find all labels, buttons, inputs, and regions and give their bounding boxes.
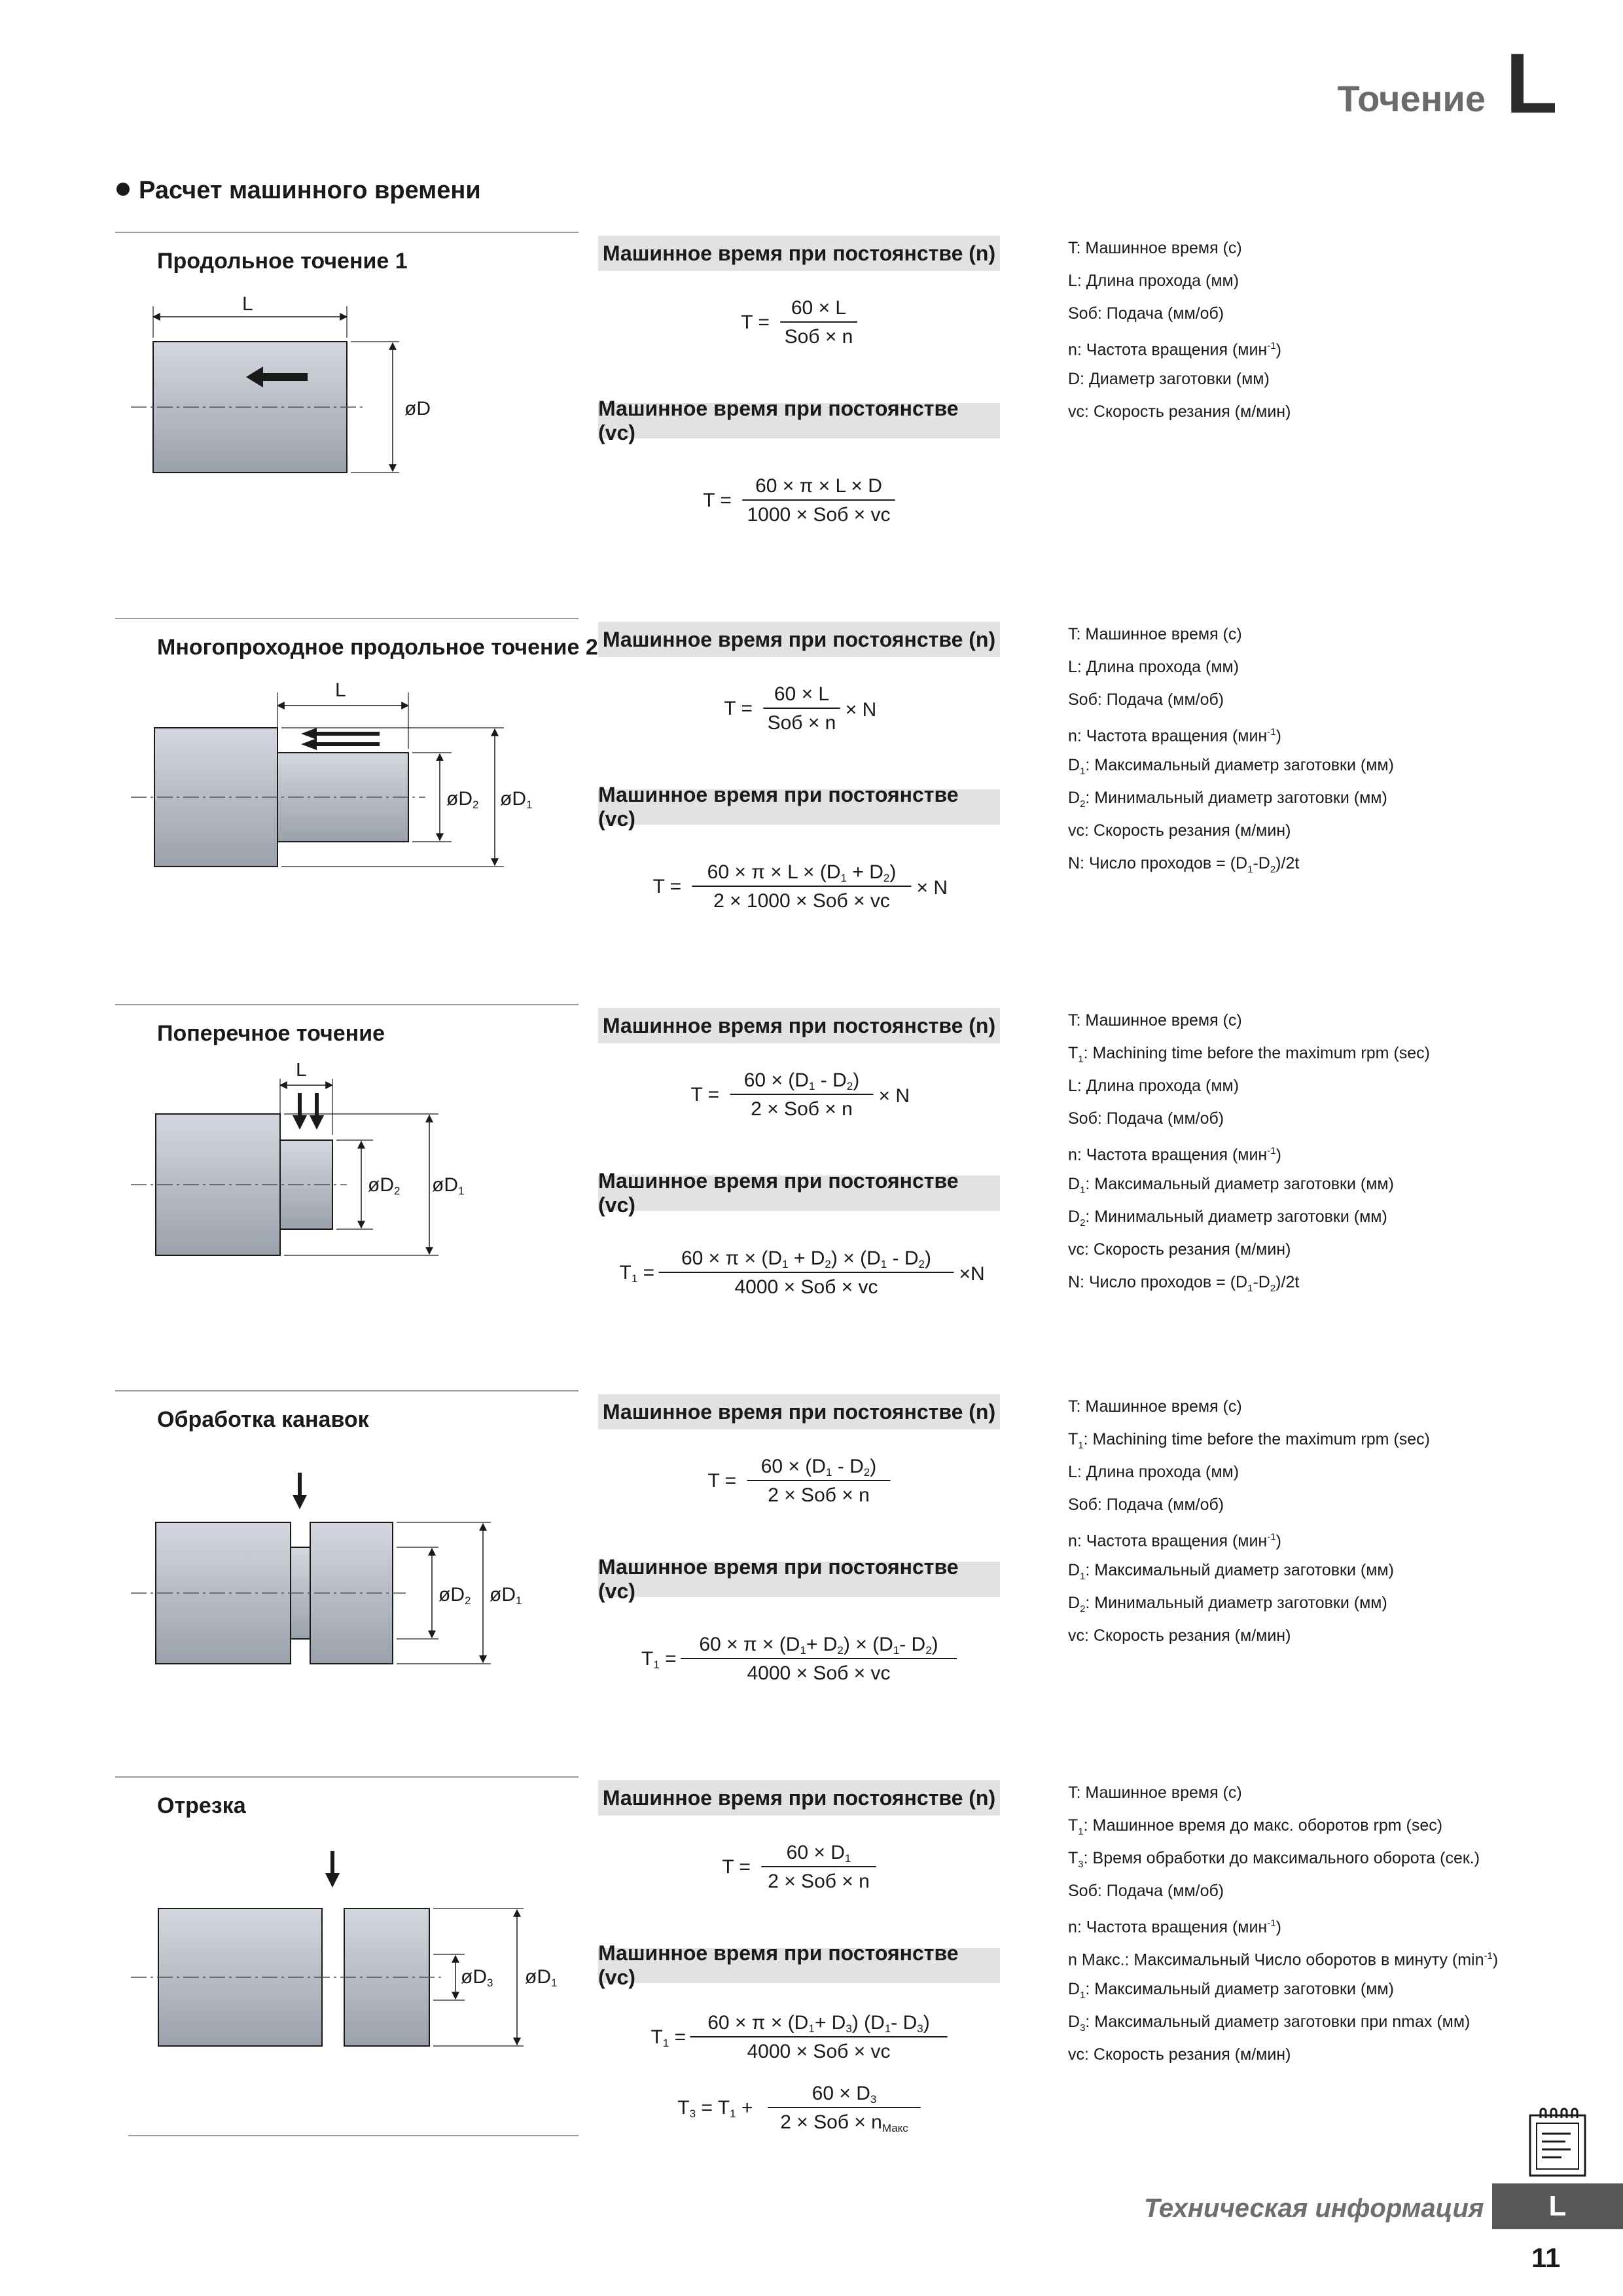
formula-constant-vc: [598, 1241, 1000, 1312]
legend-item: vc: Скорость резания (м/мин): [1068, 1240, 1291, 1259]
formula-header-vc: Машинное время при постоянстве (vc): [598, 1948, 1000, 1983]
formula-n-denominator: 2 × Sоб × n: [751, 1098, 853, 1120]
legend-item: T: Машинное время (с): [1068, 1784, 1242, 1802]
formula-vc: [598, 855, 1000, 920]
legend-item: $D_2$: Минимальный диаметр заготовки (мм): [1068, 1208, 1387, 1229]
formula-constant-n: [598, 677, 1000, 747]
legend-item: T: Машинное время (с): [1068, 1397, 1242, 1416]
formula-t3-lhs: T3 = T1 +: [677, 2097, 753, 2120]
formula-n-numerator: 60 × (D1 - D2): [760, 1456, 877, 1479]
workpiece-diagram: [124, 677, 582, 965]
diagram-container: [124, 677, 582, 968]
formula-t3-numerator: 60 × D3: [812, 2083, 877, 2106]
formula-constant-n: [598, 1835, 1000, 1906]
calc-section: [0, 618, 1623, 1004]
bullet-icon: [116, 183, 130, 196]
formula-n-multiplier: × N: [878, 1085, 910, 1107]
formula-header-vc: Машинное время при постоянстве (vc): [598, 1175, 1000, 1211]
section-title: Отрезка: [157, 1793, 246, 1818]
section-title: Многопроходное продольное точение 2: [157, 635, 598, 660]
label-D3: øD3: [461, 1966, 493, 1989]
formula-vc-lhs: T1 =: [651, 2026, 687, 2049]
formula-vc-denominator: 4000 × Sоб × vc: [734, 1276, 878, 1298]
formula-n-numerator: 60 × L: [791, 297, 847, 319]
formula-constant-n: [598, 1449, 1000, 1520]
legend-item: L: Длина прохода (мм): [1068, 658, 1240, 676]
calc-section: [0, 1390, 1623, 1776]
header-title: Точение: [1337, 78, 1486, 119]
header-letter: L: [1505, 35, 1558, 131]
legend-item: vc: Скорость резания (м/мин): [1068, 2045, 1291, 2064]
formula-vc-multiplier: × N: [916, 877, 948, 899]
legend-item: n: Частота вращения (мин$^{-1}$): [1068, 1918, 1281, 1937]
formula-vc-numerator: 60 × π × L × (D1 + D2): [707, 861, 897, 884]
section-divider: [115, 1776, 579, 1778]
formula-n-denominator: Sоб × n: [784, 326, 853, 348]
formula-n-lhs: T =: [741, 312, 770, 333]
label-D: øD: [404, 398, 431, 420]
formula-header-n: Машинное время при постоянстве (n): [598, 622, 1000, 657]
legend-list: [1068, 1776, 1605, 2071]
formula-constant-vc: [598, 2005, 1000, 2076]
workpiece-diagram: [124, 1063, 582, 1351]
legend-list: [1068, 232, 1605, 428]
formula-n-lhs: T =: [707, 1470, 737, 1492]
legend-item: D: Диаметр заготовки (мм): [1068, 370, 1270, 388]
label-D2: øD2: [368, 1174, 401, 1197]
formula-constant-n: [598, 1063, 1000, 1134]
legend-list: [1068, 1004, 1605, 1299]
formula-vc-multiplier: ×N: [959, 1263, 985, 1285]
section-title: Поперечное точение: [157, 1021, 385, 1046]
label-D2: øD2: [438, 1584, 471, 1607]
legend-item: $D_2$: Минимальный диаметр заготовки (мм): [1068, 789, 1387, 810]
formula-vc-numerator: 60 × π × (D1+ D2) × (D1- D2): [699, 1634, 938, 1657]
legend-item: n: Частота вращения (мин$^{-1}$): [1068, 340, 1281, 359]
footer-badge: L: [1492, 2183, 1623, 2229]
workpiece-diagram: [124, 1449, 582, 1737]
label-L: L: [296, 1063, 307, 1081]
section-divider: [115, 1390, 579, 1391]
legend-item: n: Частота вращения (мин$^{-1}$): [1068, 1532, 1281, 1551]
legend-item: vc: Скорость резания (м/мин): [1068, 1626, 1291, 1645]
formula-n: [598, 1063, 1000, 1128]
section-title: Обработка канавок: [157, 1407, 369, 1432]
calc-section: [0, 1776, 1623, 2162]
legend-list: [1068, 618, 1605, 880]
formula-n-denominator: 2 × Sоб × n: [768, 1484, 870, 1506]
formula-header-n: Машинное время при постоянстве (n): [598, 1780, 1000, 1816]
formula-vc-lhs: T1 =: [619, 1262, 655, 1285]
formula-vc-lhs: T =: [652, 876, 682, 897]
formula-constant-n: [598, 291, 1000, 361]
formula-n-lhs: T =: [722, 1856, 751, 1878]
legend-item: vc: Скорость резания (м/мин): [1068, 821, 1291, 840]
workpiece-diagram: [124, 291, 582, 579]
legend-item: Sоб: Подача (мм/об): [1068, 691, 1224, 709]
formula-header-vc: Машинное время при постоянстве (vc): [598, 403, 1000, 439]
formula-header-vc: Машинное время при постоянстве (vc): [598, 1562, 1000, 1597]
legend-item: n Макс.: Максимальный Число оборотов в минуту $(\min^{-1})$: [1068, 1950, 1499, 1969]
diagram-container: [124, 1063, 582, 1354]
formula-constant-vc: [598, 469, 1000, 539]
formula-t3: [598, 2076, 1000, 2147]
feed-arrow-icon: [325, 1851, 340, 1888]
formula-n-denominator: Sоб × n: [767, 712, 836, 734]
legend-item: n: Частота вращения (мин$^{-1}$): [1068, 1145, 1281, 1164]
formula-vc-denominator: 2 × 1000 × Sоб × vc: [713, 890, 890, 912]
formula-n: [598, 677, 1000, 742]
legend-item: L: Длина прохода (мм): [1068, 272, 1240, 290]
formula-vc: [598, 469, 1000, 534]
page-number: 11: [1531, 2242, 1561, 2273]
feed-arrows-icon: [301, 728, 380, 750]
formula-n-multiplier: × N: [845, 699, 877, 721]
legend-item: $D_3$: Максимальный диаметр заготовки при nmax (мм): [1068, 2013, 1471, 2034]
formula-n-lhs: T =: [690, 1084, 720, 1105]
legend-item: Sоб: Подача (мм/об): [1068, 1496, 1224, 1514]
formula-vc-denominator: 4000 × Sоб × vc: [747, 2041, 891, 2062]
formula-vc: [598, 1241, 1000, 1306]
formula-vc: [598, 1627, 1000, 1693]
section-divider: [115, 618, 579, 619]
legend-item: L: Длина прохода (мм): [1068, 1077, 1240, 1095]
formula-vc-denominator: 1000 × Sоб × vc: [747, 504, 891, 526]
legend-item: $D_1$: Максимальный диаметр заготовки (мм): [1068, 1561, 1394, 1582]
calc-section: [0, 232, 1623, 618]
legend-list: [1068, 1390, 1605, 1652]
formula-n-denominator: 2 × Sоб × n: [768, 1871, 870, 1892]
legend-item: $T_1$: Машинное время до макс. оборотов rpm (sec): [1068, 1816, 1443, 1837]
formula-vc-numerator: 60 × π × (D1 + D2) × (D1 - D2): [681, 1247, 932, 1270]
formula-header-n: Машинное время при постоянстве (n): [598, 1394, 1000, 1429]
legend-item: $D_1$: Максимальный диаметр заготовки (мм): [1068, 1175, 1394, 1196]
label-D1: øD1: [525, 1966, 558, 1989]
formula-n-numerator: 60 × (D1 - D2): [743, 1069, 860, 1092]
legend-item: $T_3$: Время обработки до максимального оборота (сек.): [1068, 1849, 1480, 1870]
formula-constant-vc: [598, 1627, 1000, 1698]
feed-arrow-icon: [293, 1473, 307, 1509]
formula-vc-numerator: 60 × π × L × D: [755, 475, 882, 497]
calc-section: [0, 1004, 1623, 1390]
label-L: L: [242, 293, 253, 315]
legend-item: Sоб: Подача (мм/об): [1068, 1882, 1224, 1900]
formula-n: [598, 1835, 1000, 1901]
formula-t3-denominator: 2 × Sоб × nМакс: [780, 2111, 908, 2134]
main-title-text: Расчет машинного времени: [139, 177, 481, 204]
legend-item: vc: Скорость резания (м/мин): [1068, 403, 1291, 421]
formula-header-n: Машинное время при постоянстве (n): [598, 236, 1000, 271]
label-D1: øD1: [490, 1584, 522, 1607]
section-divider: [115, 232, 579, 233]
workpiece-diagram: [124, 1835, 582, 2123]
notebook-icon: [1525, 2106, 1590, 2181]
formula-n-lhs: T =: [724, 698, 753, 719]
formula-vc-lhs: T =: [703, 490, 732, 511]
legend-item: T: Машинное время (с): [1068, 1011, 1242, 1030]
label-D2: øD2: [446, 788, 479, 811]
formula-header-vc: Машинное время при постоянстве (vc): [598, 789, 1000, 825]
legend-item: N: Число проходов = $(D_1-D_2)/2t$: [1068, 1273, 1300, 1294]
formula-constant-vc: [598, 855, 1000, 925]
formula-vc-denominator: 4000 × Sоб × vc: [747, 1662, 891, 1684]
legend-item: Sоб: Подача (мм/об): [1068, 1109, 1224, 1128]
diagram-container: [124, 291, 582, 582]
feed-arrow-icon: [293, 1093, 307, 1130]
feed-arrow-icon: [310, 1093, 324, 1130]
formula-vc-lhs: T1 =: [641, 1648, 677, 1671]
label-L: L: [335, 679, 346, 701]
section-title: Продольное точение 1: [157, 249, 408, 274]
diagram-container: [124, 1835, 582, 2126]
legend-item: $D_2$: Минимальный диаметр заготовки (мм): [1068, 1594, 1387, 1615]
main-title: [116, 177, 481, 205]
label-D1: øD1: [432, 1174, 465, 1197]
footer-text: Техническая информация: [1144, 2194, 1484, 2223]
legend-item: $D_1$: Максимальный диаметр заготовки (мм): [1068, 1980, 1394, 2001]
legend-item: $D_1$: Максимальный диаметр заготовки (мм): [1068, 756, 1394, 777]
diagram-container: [124, 1449, 582, 1740]
legend-item: $T_1$: Machining time before the maximum rpm (sec): [1068, 1430, 1430, 1451]
formula-n-numerator: 60 × D1: [786, 1842, 851, 1865]
legend-item: T: Машинное время (с): [1068, 625, 1242, 643]
formula-header-n: Машинное время при постоянстве (n): [598, 1008, 1000, 1043]
formula-n: [598, 291, 1000, 356]
legend-item: T: Машинное время (с): [1068, 239, 1242, 257]
legend-item: L: Длина прохода (мм): [1068, 1463, 1240, 1481]
formula-n: [598, 1449, 1000, 1515]
formula-n-numerator: 60 × L: [774, 683, 830, 705]
legend-item: N: Число проходов = $(D_1-D_2)/2t$: [1068, 854, 1300, 875]
legend-item: $T_1$: Machining time before the maximum rpm (sec): [1068, 1044, 1430, 1065]
formula-vc-numerator: 60 × π × (D1+ D3) (D1- D3): [707, 2012, 930, 2035]
bottom-divider: [128, 2135, 579, 2136]
section-divider: [115, 1004, 579, 1005]
legend-item: n: Частота вращения (мин$^{-1}$): [1068, 726, 1281, 745]
formula-t3: [598, 2076, 1000, 2142]
legend-item: Sоб: Подача (мм/об): [1068, 304, 1224, 323]
formula-vc: [598, 2005, 1000, 2071]
label-D1: øD1: [500, 788, 533, 811]
